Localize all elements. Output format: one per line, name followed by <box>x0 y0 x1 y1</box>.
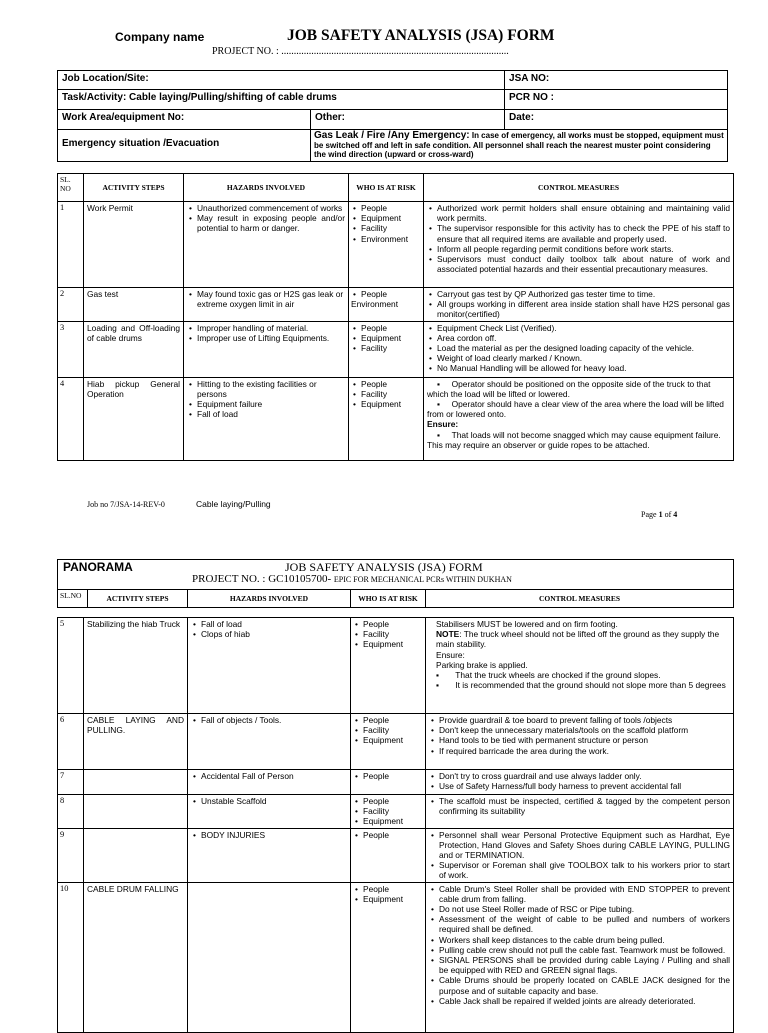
row-number: 8 <box>58 795 84 829</box>
header-sl-no: SL. NO <box>58 174 84 202</box>
list-item: • Unauthorized commencement of works <box>197 203 345 213</box>
list-item: • Workers shall keep distances to the cable drum being pulled. <box>439 935 730 945</box>
header-hazards: HAZARDS INVOLVED <box>184 174 349 202</box>
header-hazards: HAZARDS INVOLVED <box>188 590 351 608</box>
row-number: 3 <box>58 321 84 377</box>
control-measures-list <box>424 321 734 377</box>
list-item: • May result in exposing people and/or potential to harm or danger. <box>197 213 345 233</box>
row-number: 1 <box>58 202 84 288</box>
hazards-list <box>184 377 349 460</box>
list-item: • People <box>361 203 421 213</box>
who-at-risk-list <box>349 288 424 322</box>
list-item: • Facility <box>361 223 421 233</box>
list-item: • Inform all people regarding permit conditions before work starts. <box>437 244 730 254</box>
list-item: • Don't try to cross guardrail and use always ladder only. <box>439 771 730 781</box>
activity-step: Gas test <box>84 288 184 322</box>
table-row <box>58 882 734 1032</box>
project-number-line: PROJECT NO. : ........................................................................................... <box>212 46 509 57</box>
hazards-list <box>184 288 349 322</box>
activity-step <box>84 795 188 829</box>
list-item: • People <box>363 715 423 725</box>
list-item: • All groups working in different area inside station shall have H2S personal gas monitor(certified) <box>437 299 730 319</box>
list-item: Environment <box>351 299 399 310</box>
page2-header-table <box>57 559 733 608</box>
row-number: 6 <box>58 714 84 770</box>
form-title: JOB SAFETY ANALYSIS (JSA) FORM <box>287 27 555 44</box>
list-item: • Facility <box>361 389 421 399</box>
table-row <box>58 770 734 795</box>
list-item: • Hitting to the existing facilities or persons <box>197 379 345 399</box>
list-item: • Personnel shall wear Personal Protective Equipment such as Hardhat, Eye Protection, Hand Gloves and Safety Shoes during CABLE LAYING, PULLING and or TERMINATION. <box>439 830 730 861</box>
hazards-list <box>188 882 351 1032</box>
list-item: • Hand tools to be tied with permanent structure or person <box>439 735 730 745</box>
list-item: • Authorized work permit holders shall ensure obtaining and maintaining valid work permits. <box>437 203 730 223</box>
who-at-risk-list <box>351 770 426 795</box>
activity-step: Hiab pickup General Operation <box>84 377 184 460</box>
who-at-risk-list <box>349 202 424 288</box>
who-at-risk-list <box>349 377 424 460</box>
emergency-text-cell: Gas Leak / Fire /Any Emergency: In case of emergency, all works must be stopped, equipment must be switched off and left in safe condition. All personnel shall reach the nearest muster point considering the wind direction (upward or cross-ward) <box>311 130 728 162</box>
list-item: • The scaffold must be inspected, certified & tagged by the competent person confirming its suitability <box>439 796 730 816</box>
list-item: • People <box>361 289 421 299</box>
list-item: • Equipment <box>361 333 421 343</box>
list-item: • Clops of hiab <box>201 629 347 639</box>
form-title-page2: JOB SAFETY ANALYSIS (JSA) FORM <box>285 560 483 574</box>
table-row <box>58 828 734 882</box>
info-table <box>57 70 727 162</box>
hazards-list <box>188 770 351 795</box>
emergency-label-cell: Emergency situation /Evacuation <box>58 130 311 162</box>
list-item: • Equipment <box>363 735 423 745</box>
note-text: NOTE: The truck wheel should not be lifted off the ground as they supply the main stability. <box>436 629 720 650</box>
list-item: • Pulling cable crew should not pull the cable fast. Teamwork must be followed. <box>439 945 730 955</box>
list-item: • Facility <box>363 806 423 816</box>
list-item: • May found toxic gas or H2S gas leak or extreme oxygen limit in air <box>197 289 345 309</box>
who-at-risk-list <box>349 321 424 377</box>
list-item: • Equipment <box>361 399 421 409</box>
header-sl-no: SL.NO <box>58 590 88 608</box>
job-location-cell: Job Location/Site: <box>58 71 505 90</box>
control-measures-list <box>426 828 734 882</box>
list-item: • Equipment <box>363 894 423 904</box>
list-item: • Improper handling of material. <box>197 323 345 333</box>
list-item: ▪ Operator should be positioned on the opposite side of the truck to that which the load will be lifted or lowered. <box>427 378 711 399</box>
list-item: • Equipment failure <box>197 399 345 409</box>
control-measures-list <box>426 882 734 1032</box>
list-item: • No Manual Handling will be allowed for heavy load. <box>437 363 730 373</box>
header-who-at-risk: WHO IS AT RISK <box>349 174 424 202</box>
row-number: 5 <box>58 618 84 714</box>
list-item: • People <box>363 884 423 894</box>
date-cell: Date: <box>505 110 728 130</box>
hazards-list <box>184 202 349 288</box>
list-item: • Area cordon off. <box>437 333 730 343</box>
list-item: • Facility <box>361 343 421 353</box>
list-item: ▪ It is recommended that the ground should not slope more than 5 degrees <box>436 680 726 691</box>
list-item: • Use of Safety Harness/full body harness to prevent accidental fall <box>439 781 730 791</box>
header-who-at-risk: WHO IS AT RISK <box>351 590 426 608</box>
control-measures-list <box>426 714 734 770</box>
row-number: 10 <box>58 882 84 1032</box>
list-item: • Equipment Check List (Verified). <box>437 323 730 333</box>
activity-step: CABLE DRUM FALLING <box>84 882 188 1032</box>
list-item: • If required barricade the area during the work. <box>439 746 730 756</box>
activity-step: CABLE LAYING AND PULLING. <box>84 714 188 770</box>
list-item: • Assessment of the weight of cable to be pulled and numbers of workers required shall be defined. <box>439 914 730 934</box>
list-item: • People <box>361 323 421 333</box>
table-row <box>58 618 734 714</box>
header-control-measures: CONTROL MEASURES <box>426 590 734 608</box>
table-row <box>58 714 734 770</box>
hazards-list <box>188 828 351 882</box>
list-item: • SIGNAL PERSONS shall be provided during cable Laying / Pulling and shall be equipped with RED and GREEN signal flags. <box>439 955 730 975</box>
list-item: • Cable Drum's Steel Roller shall be provided with END STOPPER to prevent cable drum from falling. <box>439 884 730 904</box>
list-item: • People <box>363 771 423 781</box>
list-item: • Cable Jack shall be repaired if welded joints are already deteriorated. <box>439 996 730 1006</box>
list-item: • People <box>363 796 423 806</box>
list-item: • Supervisors must conduct daily toolbox talk about nature of work and associated potential hazards and their essential precautionary measures. <box>437 254 730 274</box>
company-name: PANORAMA <box>63 560 133 574</box>
list-item: • Equipment <box>363 639 423 649</box>
other-cell: Other: <box>311 110 505 130</box>
activity-step <box>84 828 188 882</box>
table-row <box>58 795 734 829</box>
list-item: • Weight of load clearly marked / Known. <box>437 353 730 363</box>
hazards-list <box>188 714 351 770</box>
list-item: • Unstable Scaffold <box>201 796 347 806</box>
row-number: 2 <box>58 288 84 322</box>
list-item: • People <box>361 379 421 389</box>
ensure-label: Ensure: <box>427 419 459 430</box>
jsa-no-cell: JSA NO: <box>505 71 728 90</box>
control-measures-list <box>424 202 734 288</box>
list-item: • Fall of objects / Tools. <box>201 715 347 725</box>
control-measures-list <box>424 288 734 322</box>
list-item: Parking brake is applied. <box>436 659 528 670</box>
list-item: ▪ That loads will not become snagged which may cause equipment failure. This may require an observer or guide ropes to be attached. <box>427 429 721 450</box>
who-at-risk-list <box>351 618 426 714</box>
table-row <box>58 202 734 288</box>
list-item: • Improper use of Lifting Equipments. <box>197 333 345 343</box>
list-item: • Load the material as per the designed loading capacity of the vehicle. <box>437 343 730 353</box>
list-item: • Do not use Steel Roller made of RSC or Pipe tubing. <box>439 904 730 914</box>
hazards-list <box>188 618 351 714</box>
header-activity-steps: ACTIVITY STEPS <box>84 174 184 202</box>
list-item: • People <box>363 619 423 629</box>
footer-job-number: Job no 7/JSA-14-REV-0 <box>87 500 165 509</box>
who-at-risk-list <box>351 828 426 882</box>
row-number: 4 <box>58 377 84 460</box>
hazards-list <box>184 321 349 377</box>
control-measures-list <box>426 618 734 714</box>
task-activity-cell: Task/Activity: Cable laying/Pulling/shifting of cable drums <box>58 90 505 110</box>
list-item: • Facility <box>363 629 423 639</box>
activity-step: Stabilizing the hiab Truck <box>84 618 188 714</box>
header-control-measures: CONTROL MEASURES <box>424 174 734 202</box>
list-item: • Equipment <box>361 213 421 223</box>
activity-table-page1 <box>57 173 733 461</box>
table-row <box>58 288 734 322</box>
list-item: • Provide guardrail & toe board to prevent falling of tools /objects <box>439 715 730 725</box>
activity-step <box>84 770 188 795</box>
who-at-risk-list <box>351 795 426 829</box>
list-item: • Facility <box>363 725 423 735</box>
control-measures-list <box>426 795 734 829</box>
footer-activity: Cable laying/Pulling <box>196 499 271 509</box>
list-item: • Fall of load <box>197 409 345 419</box>
pcr-no-cell: PCR NO : <box>505 90 728 110</box>
list-item: ▪ That the truck wheels are chocked if the ground slopes. <box>436 670 661 681</box>
ensure-label: Ensure: <box>436 649 465 660</box>
list-item: ▪ Operator should have a clear view of the area where the load will be lifted from or lowered onto. <box>427 399 724 420</box>
control-measures-list <box>426 770 734 795</box>
who-at-risk-list <box>351 882 426 1032</box>
page-number: Page 1 of 4 <box>641 510 678 519</box>
list-item: • BODY INJURIES <box>201 830 347 840</box>
hazards-list <box>188 795 351 829</box>
company-name-label: Company name <box>115 30 205 44</box>
list-item: • Equipment <box>363 816 423 826</box>
row-number: 9 <box>58 828 84 882</box>
list-item: • Accidental Fall of Person <box>201 771 347 781</box>
work-area-cell: Work Area/equipment No: <box>58 110 311 130</box>
list-item: Stabilisers MUST be lowered and on firm footing. <box>436 619 618 629</box>
table-row <box>58 377 734 460</box>
who-at-risk-list <box>351 714 426 770</box>
project-number: PROJECT NO. : GC10105700- EPIC FOR MECHANICAL PCRs WITHIN DUKHAN <box>192 573 512 585</box>
activity-step: Work Permit <box>84 202 184 288</box>
list-item: • Environment <box>361 234 421 244</box>
list-item: • Don't keep the unnecessary materials/tools on the scaffold platform <box>439 725 730 735</box>
list-item: • Cable Drums should be properly located on CABLE JACK designed for the purpose and of suitable capacity and base. <box>439 975 730 995</box>
list-item: • Fall of load <box>201 619 347 629</box>
header-activity-steps: ACTIVITY STEPS <box>88 590 188 608</box>
list-item: • The supervisor responsible for this activity has to check the PPE of his staff to ensure that all required items are available and properly used. <box>437 223 730 243</box>
activity-step: Loading and Off-loading of cable drums <box>84 321 184 377</box>
control-measures-list <box>424 377 734 460</box>
list-item: • People <box>363 830 423 840</box>
activity-table-page2 <box>57 617 733 1033</box>
list-item: • Supervisor or Foreman shall give TOOLBOX talk to his workers prior to start of work. <box>439 860 730 880</box>
row-number: 7 <box>58 770 84 795</box>
table-row <box>58 321 734 377</box>
list-item: • Carryout gas test by QP Authorized gas tester time to time. <box>437 289 730 299</box>
